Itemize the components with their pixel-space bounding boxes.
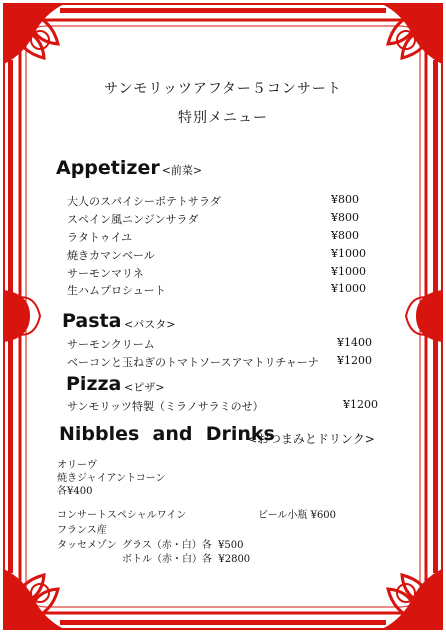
wine-origin: フランス産 [57,525,107,536]
menu-item-price: ¥1200 [343,398,378,411]
menu-item-name: サーモンマリネ [67,267,144,280]
menu-item-price: ¥1000 [331,265,366,278]
pizza-title: Pizza [66,373,122,395]
menu-item-price: ¥1000 [331,282,366,295]
nibbles-item: 焼きジャイアントコーン [57,473,166,484]
nibbles-item: オリーヴ [57,460,97,471]
appetizer-heading [56,157,202,179]
wine-bottle-price: ボトル（赤・白）各 ¥2800 [122,554,251,565]
menu-subtitle: 特別メニュー [178,110,268,126]
menu-item-price: ¥1000 [331,247,366,260]
pizza-sub: <ピザ> [124,381,165,394]
menu-item-name: ラタトゥイユ [67,231,133,244]
menu-item-name: 焼きカマンベール [67,249,155,262]
menu-item-name: サーモンクリーム [67,338,155,351]
menu-item-name: 生ハムプロシュート [67,284,166,297]
menu-title: サンモリッツアフター５コンサート [104,81,342,97]
beer-item: ビール小瓶 ¥600 [258,510,337,521]
menu-item-price: ¥800 [331,229,359,242]
menu-item-name: サンモリッツ特製（ミラノサラミのせ） [67,400,264,413]
menu-item-name: ベーコンと玉ねぎのトマトソースアマトリチャーナ [67,356,319,369]
appetizer-title: Appetizer [56,157,160,179]
menu-item-name: 大人のスパイシーポテトサラダ [67,195,221,208]
menu-item-price: ¥800 [331,211,359,224]
pasta-title: Pasta [62,310,122,332]
menu-item-price: ¥1400 [337,336,372,349]
nibbles-price: 各¥400 [57,486,93,497]
pasta-sub: <パスタ> [124,318,176,331]
menu-item-name: スペイン風ニンジンサラダ [67,213,199,226]
appetizer-sub: <前菜> [161,164,203,177]
wine-label: コンサートスペシャルワイン [57,510,187,521]
nibbles-sub: <おつまみとドリンク> [247,432,375,446]
nibbles-title: Nibbles and Drinks [59,423,275,445]
menu-item-price: ¥800 [331,193,359,206]
wine-glass-price: グラス（赤・白）各 ¥500 [122,540,244,551]
wine-name: タッセメゾン [57,540,117,551]
menu-item-price: ¥1200 [337,354,372,367]
